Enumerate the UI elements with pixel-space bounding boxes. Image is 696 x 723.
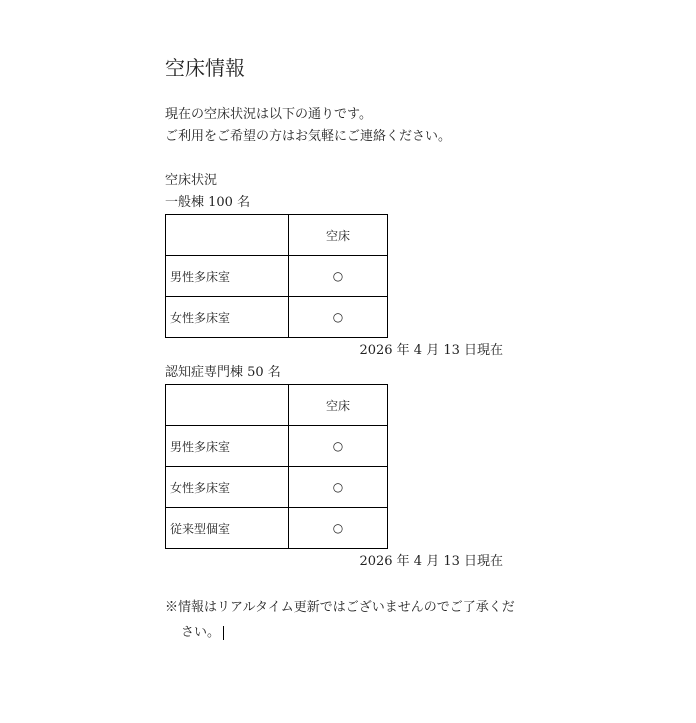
room-type-cell: 女性多床室 xyxy=(166,467,289,508)
section-title: 空床状況 xyxy=(165,173,218,188)
room-type-cell: 従来型個室 xyxy=(166,508,289,549)
dementia-ward-caption: 認知症専門棟 50 名 xyxy=(165,365,281,380)
table-row xyxy=(166,467,388,508)
document-body xyxy=(165,54,515,645)
availability-cell: ○ xyxy=(289,426,388,467)
general-ward-caption: 一般棟 100 名 xyxy=(165,195,251,210)
availability-cell: ○ xyxy=(289,508,388,549)
table-header-cell xyxy=(166,215,289,256)
page-title: 空床情報 xyxy=(165,56,245,80)
availability-cell: ○ xyxy=(289,256,388,297)
table-row xyxy=(166,426,388,467)
table-header-row xyxy=(166,385,388,426)
room-type-cell: 女性多床室 xyxy=(166,297,289,338)
table-header-cell: 空床 xyxy=(289,215,388,256)
table-header-row xyxy=(166,215,388,256)
table-row xyxy=(166,256,388,297)
dementia-ward-table xyxy=(165,384,388,549)
table-row xyxy=(166,508,388,549)
table-header-cell xyxy=(166,385,289,426)
availability-cell: ○ xyxy=(289,467,388,508)
general-ward-as-of-date: 2026 年 4 月 13 日現在 xyxy=(359,343,503,358)
intro-line-2: ご利用をご希望の方はお気軽にご連絡ください。 xyxy=(165,129,452,144)
intro-line-1: 現在の空床状況は以下の通りです。 xyxy=(165,107,372,122)
general-ward-table xyxy=(165,214,388,338)
dementia-ward-as-of-date: 2026 年 4 月 13 日現在 xyxy=(359,554,503,569)
table-row xyxy=(166,297,388,338)
text-cursor xyxy=(223,626,224,640)
disclaimer-note[interactable] xyxy=(165,595,526,645)
room-type-cell: 男性多床室 xyxy=(166,256,289,297)
table-header-cell: 空床 xyxy=(289,385,388,426)
room-type-cell: 男性多床室 xyxy=(166,426,289,467)
availability-cell: ○ xyxy=(289,297,388,338)
disclaimer-text: ※情報はリアルタイム更新ではございませんのでご了承ください。 xyxy=(165,600,515,640)
